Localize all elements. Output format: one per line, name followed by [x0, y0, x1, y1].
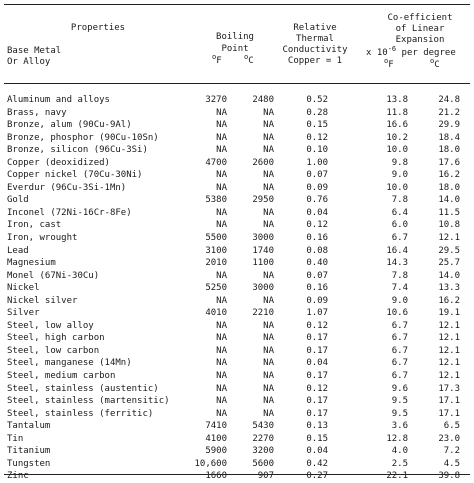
metal-name: Steel, low alloy [7, 320, 94, 331]
boiling-point-f: 4100 [205, 433, 227, 444]
expansion-c: 13.3 [438, 283, 460, 294]
boiling-point-f: 5500 [205, 233, 227, 244]
metal-name: Tin [7, 433, 24, 444]
metal-name: Steel, manganese (14Mn) [7, 358, 132, 369]
boiling-point-f: NA [216, 333, 227, 344]
relative-conductivity: 0.16 [306, 233, 328, 244]
expansion-f: 10.6 [386, 308, 408, 319]
boiling-point-c: NA [263, 132, 274, 143]
expansion-c: 18.0 [438, 145, 460, 156]
point-heading: Point [221, 44, 249, 54]
expansion-c: 16.2 [438, 295, 460, 306]
expansion-c: 4.5 [443, 458, 460, 469]
boiling-point-f: NA [216, 358, 227, 369]
expansion-f: 2.5 [391, 458, 408, 469]
coef-unit-f: $^o$F [384, 57, 394, 70]
boiling-point-f: NA [216, 408, 227, 419]
boiling-point-c: NA [263, 358, 274, 369]
metal-name: Lead [7, 245, 29, 256]
expansion-f: 6.7 [391, 371, 408, 382]
boiling-point-f: NA [216, 132, 227, 143]
expansion-f: 9.6 [391, 383, 408, 394]
expansion-f: 10.0 [386, 182, 408, 193]
expansion-c: 18.4 [438, 132, 460, 143]
boiling-point-f: 4010 [205, 308, 227, 319]
relative-conductivity: 0.27 [306, 471, 328, 482]
boiling-point-f: NA [216, 207, 227, 218]
metal-name: Zinc [7, 471, 29, 482]
boiling-point-f: NA [216, 270, 227, 281]
relative-conductivity: 0.04 [306, 207, 328, 218]
relative-conductivity: 0.13 [306, 421, 328, 432]
boiling-point-f: NA [216, 320, 227, 331]
relative-conductivity: 0.17 [306, 333, 328, 344]
boiling-point-f: NA [216, 120, 227, 131]
boiling-point-c: NA [263, 170, 274, 181]
metal-name: Tantalum [7, 421, 51, 432]
metal-name: Steel, low carbon [7, 345, 100, 356]
metal-name: Gold [7, 195, 29, 206]
table-row [0, 107, 474, 120]
relative-conductivity: 0.07 [306, 270, 328, 281]
metal-name: Monel (67Ni-30Cu) [7, 270, 100, 281]
boiling-point-f: NA [216, 170, 227, 181]
expansion-f: 22.1 [386, 471, 408, 482]
table-row [0, 232, 474, 245]
relative-conductivity: 0.04 [306, 446, 328, 457]
boiling-point-c: 1100 [252, 258, 274, 269]
boiling-point-c: 3200 [252, 446, 274, 457]
boiling-point-f: NA [216, 371, 227, 382]
relative-conductivity: 0.08 [306, 245, 328, 256]
bottom-rule [4, 474, 470, 475]
metal-name: Steel, stainless (austentic) [7, 383, 159, 394]
boiling-point-c: 907 [257, 471, 274, 482]
boiling-point-f: NA [216, 295, 227, 306]
coef-unit-c: $^o$C [430, 57, 440, 70]
properties-heading: Properties [70, 23, 126, 33]
boiling-point-f: 1660 [205, 471, 227, 482]
boiling-point-c: NA [263, 345, 274, 356]
relative-conductivity: 0.16 [306, 283, 328, 294]
relative-conductivity: 0.76 [306, 195, 328, 206]
expansion-c: 17.3 [438, 383, 460, 394]
boiling-point-f: 10,600 [194, 458, 227, 469]
expansion-f: 11.8 [386, 107, 408, 118]
expansion-c: 6.5 [443, 421, 460, 432]
metal-name: Titanium [7, 446, 51, 457]
expansion-f: 3.6 [391, 421, 408, 432]
expansion-f: 6.0 [391, 220, 408, 231]
expansion-f: 9.5 [391, 408, 408, 419]
base-metal-label: Base Metal [7, 46, 62, 56]
table-row [0, 370, 474, 383]
expansion-c: 12.1 [438, 233, 460, 244]
expansion-c: 25.7 [438, 258, 460, 269]
boiling-point-c: NA [263, 220, 274, 231]
table-row [0, 395, 474, 408]
boiling-point-c: NA [263, 145, 274, 156]
table-row [0, 445, 474, 458]
copper-equals-one: Copper = 1 [287, 56, 343, 66]
boiling-point-f: NA [216, 383, 227, 394]
header-rule [4, 83, 470, 84]
relative-conductivity: 0.40 [306, 258, 328, 269]
table-row [0, 345, 474, 358]
boiling-point-f: NA [216, 182, 227, 193]
table-row [0, 245, 474, 258]
boiling-point-f: NA [216, 396, 227, 407]
boiling-point-f: 4700 [205, 157, 227, 168]
table-row [0, 420, 474, 433]
table-row [0, 207, 474, 220]
expansion-f: 6.7 [391, 320, 408, 331]
relative-conductivity: 0.12 [306, 320, 328, 331]
table-row [0, 119, 474, 132]
expansion-c: 14.0 [438, 270, 460, 281]
boiling-point-c: NA [263, 333, 274, 344]
relative-conductivity: 0.15 [306, 120, 328, 131]
metal-name: Brass, navy [7, 107, 67, 118]
boiling-point-c: 5600 [252, 458, 274, 469]
boiling-point-c: NA [263, 371, 274, 382]
boiling-point-f: 5900 [205, 446, 227, 457]
expansion-heading: Expansion [395, 35, 445, 45]
expansion-f: 14.3 [386, 258, 408, 269]
table-row [0, 157, 474, 170]
metal-name: Silver [7, 308, 40, 319]
table-row [0, 194, 474, 207]
expansion-f: 6.4 [391, 207, 408, 218]
boiling-point-c: NA [263, 207, 274, 218]
conductivity-heading: Conductivity [282, 45, 348, 55]
boiling-point-f: 5380 [205, 195, 227, 206]
metal-name: Steel, medium carbon [7, 371, 116, 382]
expansion-f: 12.8 [386, 433, 408, 444]
expansion-c: 16.2 [438, 170, 460, 181]
expansion-c: 17.1 [438, 408, 460, 419]
boiling-point-f: NA [216, 345, 227, 356]
metal-name: Steel, stainless (martensitic) [7, 396, 170, 407]
relative-conductivity: 0.04 [306, 358, 328, 369]
metal-name: Bronze, silicon (96Cu-3Si) [7, 145, 148, 156]
relative-conductivity: 0.15 [306, 433, 328, 444]
relative-heading: Relative [293, 23, 337, 33]
table-row [0, 332, 474, 345]
table-row [0, 144, 474, 157]
boiling-point-c: 2270 [252, 433, 274, 444]
expansion-f: 6.7 [391, 345, 408, 356]
boiling-point-c: 2600 [252, 157, 274, 168]
relative-conductivity: 0.09 [306, 295, 328, 306]
expansion-c: 29.9 [438, 120, 460, 131]
boiling-point-c: NA [263, 383, 274, 394]
metal-name: Tungsten [7, 458, 51, 469]
relative-conductivity: 0.52 [306, 95, 328, 105]
metal-name: Magnesium [7, 258, 56, 269]
expansion-f: 4.0 [391, 446, 408, 457]
relative-conductivity: 0.17 [306, 408, 328, 419]
coef-multiplier: x $10^{-6}$ per degree [366, 45, 456, 58]
relative-conductivity: 1.00 [306, 157, 328, 168]
metal-name: Steel, stainless (ferritic) [7, 408, 154, 419]
table-row [0, 458, 474, 471]
table-row [0, 219, 474, 232]
table-row [0, 357, 474, 370]
expansion-f: 7.4 [391, 283, 408, 294]
relative-conductivity: 0.07 [306, 170, 328, 181]
expansion-c: 11.5 [438, 207, 460, 218]
expansion-c: 19.1 [438, 308, 460, 319]
boiling-point-c: NA [263, 408, 274, 419]
top-rule [4, 4, 470, 5]
expansion-c: 7.2 [443, 446, 460, 457]
expansion-f: 6.7 [391, 358, 408, 369]
expansion-c: 12.1 [438, 371, 460, 382]
expansion-f: 7.8 [391, 270, 408, 281]
expansion-f: 6.7 [391, 233, 408, 244]
metal-name: Bronze, phosphor (90Cu-10Sn) [7, 132, 159, 143]
relative-conductivity: 0.42 [306, 458, 328, 469]
expansion-c: 17.1 [438, 396, 460, 407]
linear-heading: of Linear [395, 24, 445, 34]
boiling-point-c: NA [263, 182, 274, 193]
relative-conductivity: 0.12 [306, 383, 328, 394]
expansion-f: 7.8 [391, 195, 408, 206]
boiling-point-c: NA [263, 107, 274, 118]
expansion-f: 9.0 [391, 295, 408, 306]
boiling-point-f: 3100 [205, 245, 227, 256]
relative-conductivity: 1.07 [306, 308, 328, 319]
table-row [0, 295, 474, 308]
expansion-f: 9.5 [391, 396, 408, 407]
boiling-point-f: NA [216, 145, 227, 156]
metal-name: Nickel [7, 283, 40, 294]
expansion-f: 16.4 [386, 245, 408, 256]
expansion-c: 12.1 [438, 333, 460, 344]
boiling-point-c: 3000 [252, 283, 274, 294]
boiling-point-f: 7410 [205, 421, 227, 432]
relative-conductivity: 0.12 [306, 132, 328, 143]
boiling-point-c: 2210 [252, 308, 274, 319]
expansion-c: 24.8 [438, 95, 460, 105]
metal-name: Copper nickel (70Cu-30Ni) [7, 170, 143, 181]
boiling-point-c: 3000 [252, 233, 274, 244]
table-row [0, 132, 474, 145]
expansion-c: 14.0 [438, 195, 460, 206]
table-row [0, 257, 474, 270]
table-row [0, 433, 474, 446]
table-body [0, 94, 474, 483]
metal-name: Iron, wrought [7, 233, 78, 244]
expansion-f: 6.7 [391, 333, 408, 344]
boiling-point-c: NA [263, 295, 274, 306]
relative-conductivity: 0.17 [306, 371, 328, 382]
expansion-f: 9.8 [391, 157, 408, 168]
boiling-point-c: NA [263, 396, 274, 407]
expansion-f: 13.8 [386, 95, 408, 105]
table-row [0, 383, 474, 396]
boiling-point-c: NA [263, 320, 274, 331]
boiling-point-c: NA [263, 270, 274, 281]
boiling-point-c: 5430 [252, 421, 274, 432]
relative-conductivity: 0.10 [306, 145, 328, 156]
boiling-unit-f: $^o$F [212, 53, 222, 66]
boiling-point-f: NA [216, 220, 227, 231]
expansion-c: 10.8 [438, 220, 460, 231]
relative-conductivity: 0.28 [306, 107, 328, 118]
metal-name: Iron, cast [7, 220, 62, 231]
expansion-c: 12.1 [438, 320, 460, 331]
relative-conductivity: 0.17 [306, 345, 328, 356]
boiling-point-f: 5250 [205, 283, 227, 294]
table-row [0, 94, 474, 107]
boiling-point-c: NA [263, 120, 274, 131]
metal-name: Nickel silver [7, 295, 78, 306]
table-row [0, 270, 474, 283]
expansion-f: 10.0 [386, 145, 408, 156]
expansion-f: 10.2 [386, 132, 408, 143]
table-row [0, 470, 474, 483]
table-row [0, 320, 474, 333]
alloy-label: Or Alloy [7, 57, 51, 67]
expansion-c: 39.8 [438, 471, 460, 482]
boiling-point-f: 3270 [205, 95, 227, 105]
coefficient-heading: Co-efficient [387, 13, 453, 23]
metal-name: Bronze, alum (90Cu-9Al) [7, 120, 132, 131]
expansion-c: 12.1 [438, 345, 460, 356]
boiling-point-f: NA [216, 107, 227, 118]
expansion-c: 12.1 [438, 358, 460, 369]
expansion-f: 16.6 [386, 120, 408, 131]
thermal-heading: Thermal [296, 34, 334, 44]
relative-conductivity: 0.09 [306, 182, 328, 193]
table-row [0, 282, 474, 295]
expansion-c: 21.2 [438, 107, 460, 118]
boiling-point-c: 2480 [252, 95, 274, 105]
expansion-f: 9.0 [391, 170, 408, 181]
boiling-point-f: 2010 [205, 258, 227, 269]
table-row [0, 182, 474, 195]
boiling-point-c: 1740 [252, 245, 274, 256]
metal-name: Inconel (72Ni-16Cr-8Fe) [7, 207, 132, 218]
metal-name: Everdur (96Cu-3Si-1Mn) [7, 182, 127, 193]
metal-name: Steel, high carbon [7, 333, 105, 344]
table-row [0, 307, 474, 320]
boiling-unit-c: $^o$C [244, 53, 254, 66]
relative-conductivity: 0.17 [306, 396, 328, 407]
table-row [0, 408, 474, 421]
metal-name: Aluminum and alloys [7, 95, 110, 105]
table-row [0, 169, 474, 182]
expansion-c: 29.5 [438, 245, 460, 256]
expansion-c: 23.0 [438, 433, 460, 444]
expansion-c: 17.6 [438, 157, 460, 168]
boiling-heading: Boiling [216, 32, 254, 42]
expansion-c: 18.0 [438, 182, 460, 193]
metal-name: Copper (deoxidized) [7, 157, 110, 168]
boiling-point-c: 2950 [252, 195, 274, 206]
relative-conductivity: 0.12 [306, 220, 328, 231]
